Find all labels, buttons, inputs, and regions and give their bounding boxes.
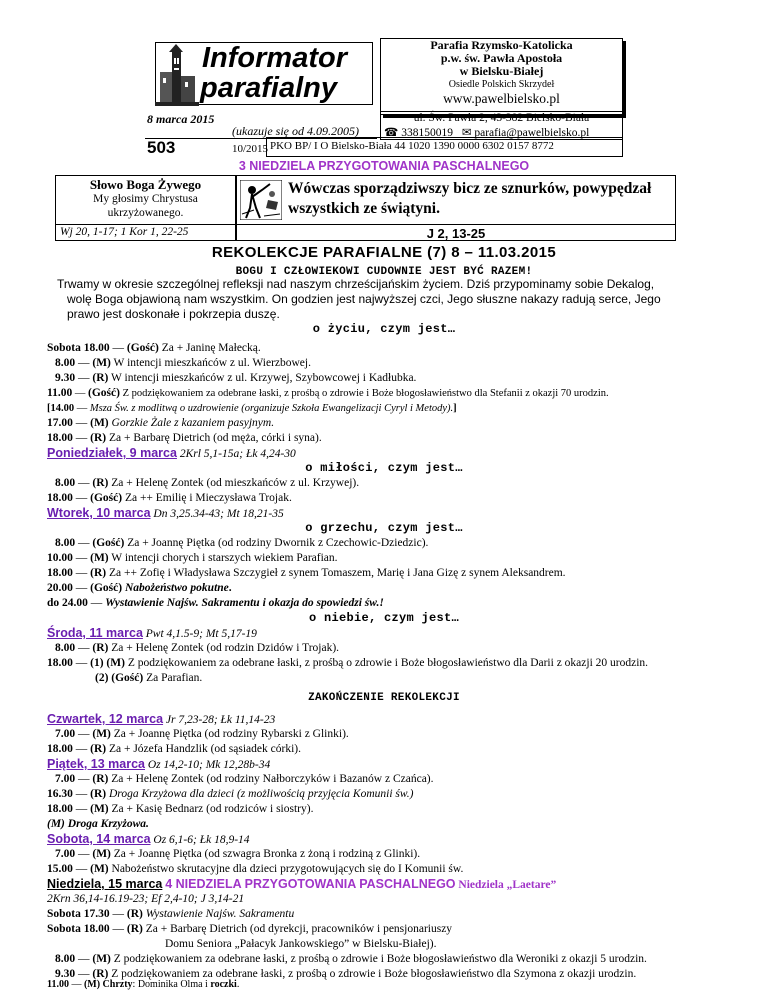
day-readings: 2Krl 5,1-15a; Łk 4,24-30 — [179, 448, 296, 460]
jesus-temple-illustration-icon — [240, 180, 282, 220]
issue-since: (ukazuje się od 4.09.2005) — [232, 124, 359, 138]
time: Sobota 17.30 — [47, 908, 110, 920]
intention: Za + Janinę Małecką. — [158, 342, 261, 354]
celebrant: (M) Chrzty — [83, 979, 133, 990]
celebrant: (R) — [92, 372, 109, 384]
schedule-row: 9.30 — (R) W intencji mieszkańców z ul. Krzywej, Szybowcowej i Kadłubka. — [55, 372, 417, 384]
word-box-readings: Wj 20, 1-17; 1 Kor 1, 22-25 — [60, 226, 189, 238]
celebrant: (Gość) — [92, 537, 125, 549]
day-label: Piątek, 13 marca — [47, 757, 145, 771]
time — [47, 986, 63, 994]
parish-email[interactable]: parafia@pawelbielsko.pl — [474, 127, 590, 139]
phone-icon: ☎ — [384, 127, 399, 139]
celebrant: (M) — [92, 848, 111, 860]
schedule-row: 16.30 — (R) Droga Krzyżowa dla dzieci (z możliwością przyjęcia Komunii św.) — [47, 788, 414, 800]
intention: Msza Św. z modlitwą o uzdrowienie (organizuje Szkoła Ewangelizacji Cyryl i Metody). — [89, 403, 454, 414]
bank-account: PKO BP/ I O Bielsko-Biała 44 1020 1390 0000 6302 0157 8772 — [270, 140, 554, 152]
schedule-row: 18.00 — (1) (M) Z podziękowaniem za odebrane łaski, z prośbą o zdrowie i Boże błogosławieństwo dla Darii z okazji 20 urodzin. — [47, 657, 649, 669]
intention: Z podziękowaniem za odebrane łaski, z prośbą o zdrowie i Boże błogosławieństwo dla Weroniki z okazji 5 urodzin. — [110, 953, 647, 965]
intention: Z podziękowaniem za odebrane łaski, z prośbą o zdrowie i Boże błogosławieństwo dla Stefanii z okazji 70 urodzin. — [119, 388, 609, 399]
intention: Domu Seniora „Pałacyk Jankowskiego” w Bielsku-Białej). — [165, 938, 437, 950]
time: 18.00 — [47, 803, 73, 815]
celebrant: (R) — [126, 923, 143, 935]
day-header-sunday — [47, 877, 556, 893]
day-readings: Jr 7,23-28; Łk 11,14-23 — [165, 714, 276, 726]
intention: Za ++ Emilię i Mieczysława Trojak. — [122, 492, 292, 504]
time: 9.30 — [55, 372, 76, 384]
word-box-title: Słowo Boga Żywego — [89, 177, 202, 192]
parish-phone: 338150019 — [401, 127, 453, 139]
intention: Za + Józefa Handzlik (od sąsiadek córki). — [106, 743, 301, 755]
day-header-monday — [47, 446, 296, 462]
time: 7.00 — [55, 773, 76, 785]
topic-heaven: o niebie, czym jest… — [308, 611, 460, 625]
parish-line1: Parafia Rzymsko-Katolicka — [430, 38, 573, 52]
day-header-wednesday — [47, 626, 257, 642]
day-label: Czwartek, 12 marca — [47, 712, 164, 726]
topic-life: o życiu, czym jest… — [312, 322, 456, 336]
intention — [86, 986, 185, 994]
schedule-row: 7.00 — (M) Za + Joannę Piętka (od rodziny Rybarski z Glinki). — [55, 728, 349, 740]
time: 11.00 — [47, 387, 73, 399]
time: 11.00 — [47, 979, 69, 990]
retreat-intro-line3: prawo jest doskonałe i pokrzepia duszę. — [67, 307, 280, 321]
intention: W intencji chorych i starszych wiekiem Parafian. — [108, 552, 338, 564]
day-label: Niedziela, 15 marca — [47, 877, 163, 891]
intention: Nabożeństwo pokutne — [124, 582, 229, 594]
celebrant: (M) — [92, 357, 111, 369]
schedule-row: 18.00 — (Gość) Za ++ Emilię i Mieczysława Trojak. — [47, 492, 292, 504]
schedule-row: 7.00 — (R) Za + Helenę Zontek (od rodziny Nałborczyków i Bazanów z Czańca). — [55, 773, 434, 785]
time: 20.00 — [47, 582, 73, 594]
retreat-intro — [57, 277, 727, 322]
quote-line2: wszystkich ze świątyni. — [288, 200, 440, 217]
time: 17.00 — [47, 417, 73, 429]
schedule-row: [14.00 — Msza Św. z modlitwą o uzdrowienie (organizuje Szkoła Ewangelizacji Cyryl i Metody).] — [47, 403, 457, 414]
schedule-row: 8.00 — (R) Za + Helenę Zontek (od mieszkańców z ul. Krzywej). — [55, 477, 360, 489]
intention: Z podziękowaniem za odebrane łaski, z prośbą o zdrowie i Boże błogosławieństwo dla Szymona z okazji urodzin. — [108, 968, 637, 980]
quote-line1: Wówczas sporządziwszy bicz ze sznurków, powypędzał — [288, 180, 652, 197]
celebrant: (M) — [90, 417, 109, 429]
schedule-row: 18.00 — (R) Za + Barbarę Dietrich (od męża, córki i syna). — [47, 432, 322, 444]
celebrant — [213, 986, 223, 994]
intention — [223, 986, 379, 994]
time: 18.00 — [47, 432, 73, 444]
time: Sobota 18.00 — [47, 923, 110, 935]
logo-title-line2: parafialny — [200, 72, 337, 104]
issue-date: 8 marca 2015 — [147, 112, 215, 126]
quote-divider — [236, 224, 676, 225]
day-readings: Oz 6,1-6; Łk 18,9-14 — [153, 834, 250, 846]
intention-extra: roczki — [210, 979, 237, 990]
intention: (M) Droga Krzyżowa. — [47, 818, 149, 830]
day-label: Poniedziałek, 9 marca — [47, 446, 177, 460]
word-box-divider — [55, 224, 236, 225]
parish-name — [380, 39, 623, 107]
intention: Za + Joannę Piętka (od szwagra Bronka z żoną i rodziną z Glinki). — [110, 848, 421, 860]
retreat-closing: ZAKOŃCZENIE REKOLEKCJI — [308, 692, 460, 704]
schedule-row: 8.00 — (M) Z podziękowaniem za odebrane łaski, z prośbą o zdrowie i Boże błogosławieństwo dla Weroniki z okazji 5 urodzin. — [55, 953, 647, 965]
time: 8.00 — [55, 357, 76, 369]
intention: Za + Helenę Zontek (od rodziny Nałborczyków i Bazanów z Czańca). — [108, 773, 434, 785]
schedule-row: Sobota 18.00 — (R) Za + Barbarę Dietrich (od dyrekcji, pracowników i pensjonariuszy — [47, 923, 453, 935]
time: 18.00 — [47, 567, 73, 579]
schedule-row: 10.00 — (M) W intencji chorych i starszych wiekiem Parafian. — [47, 552, 338, 564]
time: 10.00 — [47, 552, 73, 564]
intention: Wystawienie Najśw. Sakramentu — [145, 908, 295, 920]
celebrant — [73, 986, 84, 994]
topic-love: o miłości, czym jest… — [305, 461, 463, 475]
celebrant: (M) — [90, 803, 109, 815]
parish-line2: p.w. św. Pawła Apostoła — [440, 51, 563, 65]
intention: : Dominika Olma i — [132, 979, 211, 990]
celebrant: (R) — [126, 908, 143, 920]
parish-address: ul. Św. Pawła 2, 43-382 Bielsko-Biała — [413, 112, 590, 124]
word-box-sub2: ukrzyżowanego. — [107, 207, 184, 219]
schedule-row-continued — [165, 937, 436, 952]
celebrant: (R) — [92, 477, 109, 489]
bracket: ] — [453, 403, 457, 414]
celebrant: (R) — [92, 773, 109, 785]
day-label: Środa, 11 marca — [47, 626, 143, 640]
schedule-row: Sobota 17.30 — (R) Wystawienie Najśw. Sakramentu — [47, 908, 295, 920]
time: 8.00 — [55, 537, 76, 549]
intention: Droga Krzyżowa dla dzieci (z możliwością przyjęcia Komunii św.) — [108, 788, 414, 800]
envelope-icon: ✉ — [461, 127, 472, 139]
intention: Nabożeństwo skrutacyjne dla dzieci przygotowujących się do I Komunii św. — [108, 863, 464, 875]
time: [14.00 — [47, 403, 75, 414]
day-header-saturday — [47, 832, 250, 848]
celebrant: (M) — [90, 552, 109, 564]
sunday-readings — [47, 892, 244, 907]
time: 18.00 — [47, 657, 73, 669]
time: Sobota 18.00 — [47, 342, 110, 354]
intention: Za + Kasię Bednarz (od rodziców i siostry). — [108, 803, 314, 815]
schedule-row: 7.00 — (M) Za + Joannę Piętka (od szwagra Bronka z żoną i rodziną z Glinki). — [55, 848, 421, 860]
schedule-row: 18.00 — (R) Za + Józefa Handzlik (od sąsiadek córki). — [47, 743, 301, 755]
time: 18.00 — [47, 743, 73, 755]
day-header-tuesday — [47, 506, 284, 522]
celebrant: (R) — [90, 743, 107, 755]
sunday-title: 3 NIEDZIELA PRZYGOTOWANIA PASCHALNEGO — [238, 159, 530, 173]
schedule-row: 18.00 — (R) Za ++ Zofię i Władysława Szczygieł z synem Tomaszem, Marię i Jana Gizę z synem Aleksandrem. — [47, 567, 566, 579]
sunday-title-next: 4 NIEDZIELA PRZYGOTOWANIA PASCHALNEGO — [165, 877, 456, 891]
schedule-row: 8.00 — (Gość) Za + Joannę Piętka (od rodziny Dwornik z Czechowic-Dziedzic). — [55, 537, 429, 549]
retreat-intro-line2: wolę Boga objawioną nam wszystkim. On godzien jest najwyższej czci, Jego słuszne nakazy radują serce, Jego — [67, 292, 661, 306]
time: 15.00 — [47, 863, 73, 875]
intention: Za Parafian. — [143, 672, 203, 684]
schedule-row: 17.00 — (M) Gorzkie Żale z kazaniem pasyjnym. — [47, 417, 275, 429]
intention: Z podziękowaniem za odebrane łaski, z prośbą o zdrowie i Boże błogosławieństwo dla Darii z okazji 20 urodzin. — [124, 657, 649, 669]
schedule-row: 8.00 — (M) W intencji mieszkańców z ul. Wierzbowej. — [55, 357, 311, 369]
schedule-row: Sobota 18.00 — (Gość) Za + Janinę Małecką. — [47, 342, 261, 354]
celebrant: (R) — [90, 567, 107, 579]
intention: Gorzkie Żale z kazaniem pasyjnym. — [111, 417, 275, 429]
retreat-motto: BOGU I CZŁOWIEKOWI CUDOWNIE JEST BYĆ RAZEM! — [235, 266, 533, 278]
time: 8.00 — [55, 477, 76, 489]
day-header-friday — [47, 757, 270, 773]
day-readings: Dn 3,25.34-43; Mt 18,21-35 — [153, 508, 284, 520]
schedule-row: 20.00 — (Gość) Nabożeństwo pokutne. — [47, 582, 232, 594]
sunday-name: Niedziela „Laetare” — [458, 879, 557, 891]
time: 7.00 — [55, 728, 76, 740]
intention: Za + Barbarę Dietrich (od męża, córki i syna). — [106, 432, 322, 444]
schedule-row: 18.00 — (M) Za + Kasię Bednarz (od rodziców i siostry). — [47, 803, 314, 815]
day-label: Wtorek, 10 marca — [47, 506, 151, 520]
intention: W intencji mieszkańców z ul. Krzywej, Szybowcowej i Kadłubka. — [108, 372, 417, 384]
celebrant: (M) — [90, 863, 109, 875]
church-logo-icon — [155, 44, 199, 108]
celebrant: (R) — [90, 788, 107, 800]
time: do 24.00 — [47, 597, 88, 609]
parish-line3: w Bielsku-Białej — [459, 64, 544, 78]
schedule-row: 15.00 — (M) Nabożeństwo skrutacyjne dla dzieci przygotowujących się do I Komunii św. — [47, 863, 464, 875]
intention: Za + Joannę Piętka (od rodziny Dwornik z Czechowic-Dziedzic). — [124, 537, 429, 549]
celebrant: (Gość) — [126, 342, 159, 354]
time: 8.00 — [55, 642, 76, 654]
day-readings: Oz 14,2-10; Mk 12,28b-34 — [147, 759, 271, 771]
schedule-row — [47, 817, 149, 832]
quote-reference: J 2, 13-25 — [426, 226, 486, 241]
celebrant: (Gość) — [88, 387, 120, 399]
schedule-row: 11.00 — (Gość) Z podziękowaniem za odebrane łaski, z prośbą o zdrowie i Boże błogosławieństwo dla Stefanii z okazji 70 urodzin. — [47, 387, 609, 399]
intention: Za + Barbarę Dietrich (od dyrekcji, pracowników i pensjonariuszy — [142, 923, 453, 935]
retreat-title: REKOLEKCJE PARAFIALNE (7) 8 – 11.03.2015 — [211, 244, 557, 261]
retreat-intro-line1: Trwamy w okresie szczególnej refleksji nad naszym chrześcijańskim życiem. Dziś przypominamy sobie Dekalog, — [57, 277, 655, 291]
time: 9.30 — [55, 968, 76, 980]
intention: Za ++ Zofię i Władysława Szczygieł z synem Tomaszem, Marię i Jana Gizę z synem Aleksandrem. — [106, 567, 566, 579]
time: 18.00 — [47, 492, 73, 504]
schedule-row: do 24.00 — Wystawienie Najśw. Sakramentu i okazja do spowiedzi św.! — [47, 597, 384, 609]
issue-number: 503 — [147, 138, 176, 157]
celebrant: (R) — [90, 432, 107, 444]
day-readings: 2Krn 36,14-16.19-23; Ef 2,4-10; J 3,14-21 — [47, 893, 245, 905]
day-header-thursday — [47, 712, 275, 728]
topic-sin: o grzechu, czym jest… — [305, 521, 463, 535]
schedule-row: 9.30 — (R) Z podziękowaniem za odebrane łaski, z prośbą o zdrowie i Boże błogosławieństwo dla Szymona z okazji urodzin. — [55, 968, 637, 980]
celebrant: (Gość) — [90, 582, 123, 594]
intention: Za + Helenę Zontek (od mieszkańców z ul. Krzywej). — [108, 477, 360, 489]
celebrant: (1) (M) — [90, 657, 125, 669]
word-box-sub1: My głosimy Chrystusa — [93, 193, 198, 205]
celebrant: (M) — [92, 728, 111, 740]
time — [187, 986, 203, 994]
issue-sub: 10/2015 — [232, 143, 269, 155]
time: 16.30 — [47, 788, 73, 800]
schedule-row: 8.00 — (R) Za + Helenę Zontek (od rodzin Dzidów i Trojak). — [55, 642, 340, 654]
time: 8.00 — [55, 953, 76, 965]
celebrant: (R) — [92, 642, 109, 654]
intention: Za + Helenę Zontek (od rodzin Dzidów i Trojak). — [108, 642, 340, 654]
day-label: Sobota, 14 marca — [47, 832, 151, 846]
parish-website[interactable]: www.pawelbielsko.pl — [443, 91, 560, 106]
schedule-row — [95, 671, 202, 686]
time: 7.00 — [55, 848, 76, 860]
celebrant: (R) — [92, 968, 109, 980]
celebrant: (2) (Gość) — [95, 672, 144, 684]
intention: Za + Joannę Piętka (od rodziny Rybarski z Glinki). — [110, 728, 349, 740]
intention: W intencji mieszkańców z ul. Wierzbowej. — [110, 357, 311, 369]
parish-line4: Osiedle Polskich Skrzydeł — [448, 79, 555, 90]
intention: Wystawienie Najśw. Sakramentu i okazja do spowiedzi św.! — [105, 597, 384, 609]
schedule-row: 11.00 — (M) Chrzty: Dominika Olma i roczki. — [47, 979, 240, 990]
logo-title-line1: Informator — [202, 42, 347, 74]
celebrant: (M) — [92, 953, 111, 965]
celebrant: (Gość) — [90, 492, 123, 504]
day-readings: Pwt 4,1.5-9; Mt 5,17-19 — [145, 628, 257, 640]
